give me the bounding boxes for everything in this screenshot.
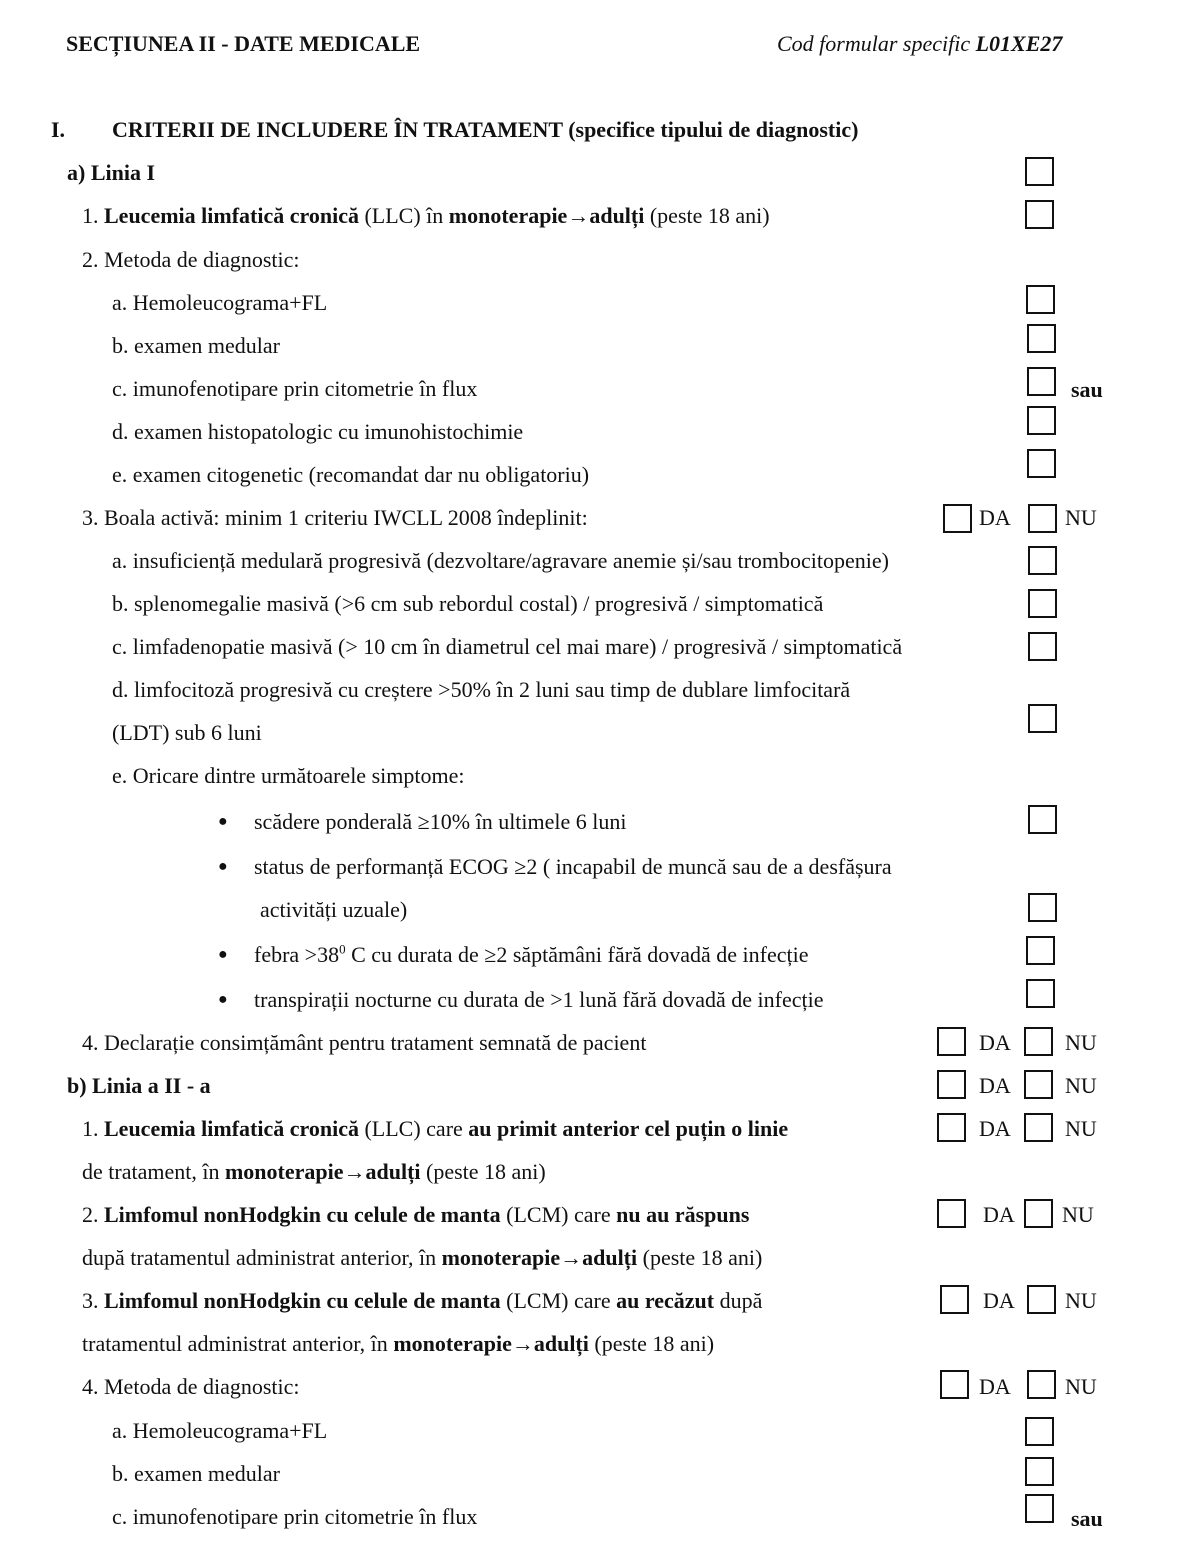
symptom-fever-checkbox[interactable] — [1026, 936, 1055, 965]
form-code — [777, 31, 1062, 57]
line1-active-e: e. Oricare dintre următoarele simptome: — [112, 763, 465, 788]
line2-item2-no-checkbox[interactable] — [1024, 1199, 1053, 1228]
line1-diag-c: c. imunofenotipare prin citometrie în flux — [112, 376, 478, 401]
l2i3-b4: adulți — [533, 1331, 589, 1356]
arrow-icon: → — [343, 1159, 366, 1184]
line2-item2-yes-checkbox[interactable] — [937, 1199, 966, 1228]
line1-active-a: a. insuficiență medulară progresivă (dezvoltare/agravare anemie și/sau trombocitopenie) — [112, 548, 889, 573]
line1-consent-yes-checkbox[interactable] — [937, 1027, 966, 1056]
line1-diag-a-checkbox[interactable] — [1026, 285, 1055, 314]
line1-diag-d-checkbox[interactable] — [1027, 406, 1056, 435]
line2-item3-line1 — [82, 1288, 762, 1314]
section-title: SECȚIUNEA II - DATE MEDICALE — [66, 31, 421, 56]
line2-diag-b-checkbox[interactable] — [1025, 1457, 1054, 1486]
line1-consent-no-checkbox[interactable] — [1024, 1027, 1053, 1056]
l2i3-b2: au recăzut — [616, 1288, 715, 1313]
line1-item1 — [82, 203, 770, 229]
l2i3-b1: Limfomul nonHodgkin cu celule de manta — [104, 1288, 501, 1313]
line2-item2-line2 — [82, 1245, 762, 1271]
line1-diag-or: sau — [1071, 377, 1103, 402]
l2i3-b3: monoterapie — [393, 1331, 512, 1356]
line1-diag-a: a. Hemoleucograma+FL — [112, 290, 328, 315]
line2-item1-line1 — [82, 1116, 788, 1142]
bullet-icon: ● — [218, 946, 228, 963]
line2-diag-no-checkbox[interactable] — [1027, 1370, 1056, 1399]
l1i1-b3: adulți — [589, 203, 645, 228]
line2-diag-b: b. examen medular — [112, 1461, 280, 1486]
l2i2-t1: (LCM) care — [500, 1202, 617, 1227]
line2-item2-yes-label: DA — [983, 1202, 1015, 1227]
line2-item3-no-label: NU — [1065, 1288, 1097, 1313]
symptom-weight-loss: scădere ponderală ≥10% în ultimele 6 luni — [254, 809, 627, 834]
line2-item2-no-label: NU — [1062, 1202, 1094, 1227]
line1-active-c: c. limfadenopatie masivă (> 10 cm în diametrul cel mai mare) / progresivă / simptomatică — [112, 634, 903, 659]
line2-yes-label: DA — [979, 1073, 1011, 1098]
line2-item1-yes-checkbox[interactable] — [937, 1113, 966, 1142]
line2-diag-a-checkbox[interactable] — [1025, 1417, 1054, 1446]
criteria-roman: I. — [51, 117, 66, 142]
fever-part1: febra >38 — [254, 942, 340, 967]
line1-title: a) Linia I — [67, 160, 156, 185]
arrow-icon: → — [560, 1245, 583, 1270]
form-code-prefix: Cod formular specific — [777, 31, 976, 56]
line2-item3-yes-label: DA — [983, 1288, 1015, 1313]
line1-active-a-checkbox[interactable] — [1028, 546, 1057, 575]
l2i1-l2a: de tratament, în — [82, 1159, 225, 1184]
fever-sup: 0 — [339, 941, 346, 957]
line2-item3-line2 — [82, 1331, 714, 1357]
line1-checkbox[interactable] — [1025, 157, 1054, 186]
l2i3-num: 3. — [82, 1288, 104, 1313]
fever-part2: C cu durata de ≥2 săptămâni fără dovadă de infecție — [345, 942, 809, 967]
line2-diag-or: sau — [1071, 1506, 1103, 1531]
l2i2-l2a: după tratamentul administrat anterior, în — [82, 1245, 442, 1270]
line1-active-title: 3. Boala activă: minim 1 criteriu IWCLL 2008 îndeplinit: — [82, 505, 588, 530]
l1i1-b2: monoterapie — [448, 203, 568, 228]
line1-diag-b: b. examen medular — [112, 333, 280, 358]
l2i1-b4: adulți — [365, 1159, 421, 1184]
line1-diag-title: 2. Metoda de diagnostic: — [82, 247, 300, 272]
symptom-fever — [254, 942, 808, 968]
line2-diag-no-label: NU — [1065, 1374, 1097, 1399]
line2-diag-a: a. Hemoleucograma+FL — [112, 1418, 328, 1443]
l2i1-t2: (peste 18 ani) — [420, 1159, 546, 1184]
line2-diag-yes-checkbox[interactable] — [940, 1370, 969, 1399]
l2i1-b2: au primit anterior cel puțin o linie — [468, 1116, 789, 1141]
symptom-ecog-checkbox[interactable] — [1028, 893, 1057, 922]
line1-active-b: b. splenomegalie masivă (>6 cm sub rebordul costal) / progresivă / simptomatică — [112, 591, 824, 616]
line2-yes-checkbox[interactable] — [937, 1070, 966, 1099]
l2i2-t2: (peste 18 ani) — [637, 1245, 763, 1270]
symptom-ecog-line1: status de performanță ECOG ≥2 ( incapabil de muncă sau de a desfășura — [254, 854, 892, 879]
criteria-title — [112, 117, 858, 143]
line1-diag-e-checkbox[interactable] — [1027, 449, 1056, 478]
l1i1-num: 1. — [82, 203, 104, 228]
l2i3-t2: (peste 18 ani) — [588, 1331, 715, 1356]
line2-item3-no-checkbox[interactable] — [1027, 1285, 1056, 1314]
line2-no-checkbox[interactable] — [1024, 1070, 1053, 1099]
line1-diag-e: e. examen citogenetic (recomandat dar nu obligatoriu) — [112, 462, 590, 487]
symptom-weight-loss-checkbox[interactable] — [1028, 805, 1057, 834]
line2-no-label: NU — [1065, 1073, 1097, 1098]
symptom-night-sweats-checkbox[interactable] — [1026, 979, 1055, 1008]
bullet-icon: ● — [218, 858, 228, 875]
line2-item2-line1 — [82, 1202, 749, 1228]
l1i1-t1: (LLC) în — [358, 203, 449, 228]
l2i1-t1: (LLC) care — [358, 1116, 469, 1141]
line1-item1-checkbox[interactable] — [1025, 200, 1054, 229]
line1-diag-d: d. examen histopatologic cu imunohistochimie — [112, 419, 524, 444]
line1-active-yes-checkbox[interactable] — [943, 504, 972, 533]
arrow-icon: → — [567, 203, 590, 228]
line1-active-b-checkbox[interactable] — [1028, 589, 1057, 618]
line1-diag-b-checkbox[interactable] — [1027, 324, 1056, 353]
line2-item1-no-label: NU — [1065, 1116, 1097, 1141]
l2i2-b3: monoterapie — [441, 1245, 561, 1270]
symptom-night-sweats: transpirații nocturne cu durata de >1 lună fără dovadă de infecție — [254, 987, 824, 1012]
line1-active-no-label: NU — [1065, 505, 1097, 530]
line1-consent-no-label: NU — [1065, 1030, 1097, 1055]
criteria-title-note: (specifice tipului de diagnostic) — [562, 117, 859, 142]
l2i3-l2a: tratamentul administrat anterior, în — [82, 1331, 394, 1356]
line2-diag-c: c. imunofenotipare prin citometrie în flux — [112, 1504, 478, 1529]
l2i3-t1: (LCM) care — [500, 1288, 617, 1313]
line2-title: b) Linia a II - a — [67, 1073, 211, 1098]
line2-item1-no-checkbox[interactable] — [1024, 1113, 1053, 1142]
line1-diag-c-checkbox[interactable] — [1027, 367, 1056, 396]
l2i2-b2: nu au răspuns — [616, 1202, 750, 1227]
line2-diag-c-checkbox[interactable] — [1025, 1494, 1054, 1523]
l2i2-b4: adulți — [582, 1245, 638, 1270]
l1i1-b1: Leucemia limfatică cronică — [104, 203, 359, 228]
l2i3-t3: după — [714, 1288, 763, 1313]
l2i2-num: 2. — [82, 1202, 104, 1227]
line1-active-no-checkbox[interactable] — [1028, 504, 1057, 533]
line1-active-d-line1: d. limfocitoză progresivă cu creștere >50% în 2 luni sau timp de dublare limfocitară — [112, 677, 851, 702]
line2-item3-yes-checkbox[interactable] — [940, 1285, 969, 1314]
bullet-icon: ● — [218, 813, 228, 830]
line1-consent-yes-label: DA — [979, 1030, 1011, 1055]
line2-diag-yes-label: DA — [979, 1374, 1011, 1399]
line1-active-c-checkbox[interactable] — [1028, 632, 1057, 661]
line2-item1-yes-label: DA — [979, 1116, 1011, 1141]
line1-active-d-line2: (LDT) sub 6 luni — [112, 720, 262, 745]
criteria-title-main: CRITERII DE INCLUDERE ÎN TRATAMENT — [112, 117, 563, 142]
arrow-icon: → — [511, 1331, 534, 1356]
l2i1-b3: monoterapie — [224, 1159, 344, 1184]
l2i2-b1: Limfomul nonHodgkin cu celule de manta — [104, 1202, 501, 1227]
bullet-icon: ● — [218, 991, 228, 1008]
symptom-ecog-line2: activități uzuale) — [260, 897, 408, 922]
l1i1-t2: (peste 18 ani) — [644, 203, 770, 228]
line1-active-d-checkbox[interactable] — [1028, 704, 1057, 733]
line2-diag-title: 4. Metoda de diagnostic: — [82, 1374, 300, 1399]
form-code-value: L01XE27 — [975, 31, 1063, 56]
line1-consent: 4. Declarație consimțământ pentru tratament semnată de pacient — [82, 1030, 647, 1055]
l2i1-b1: Leucemia limfatică cronică — [104, 1116, 359, 1141]
line2-item1-line2 — [82, 1159, 546, 1185]
line1-active-yes-label: DA — [979, 505, 1011, 530]
l2i1-num: 1. — [82, 1116, 104, 1141]
